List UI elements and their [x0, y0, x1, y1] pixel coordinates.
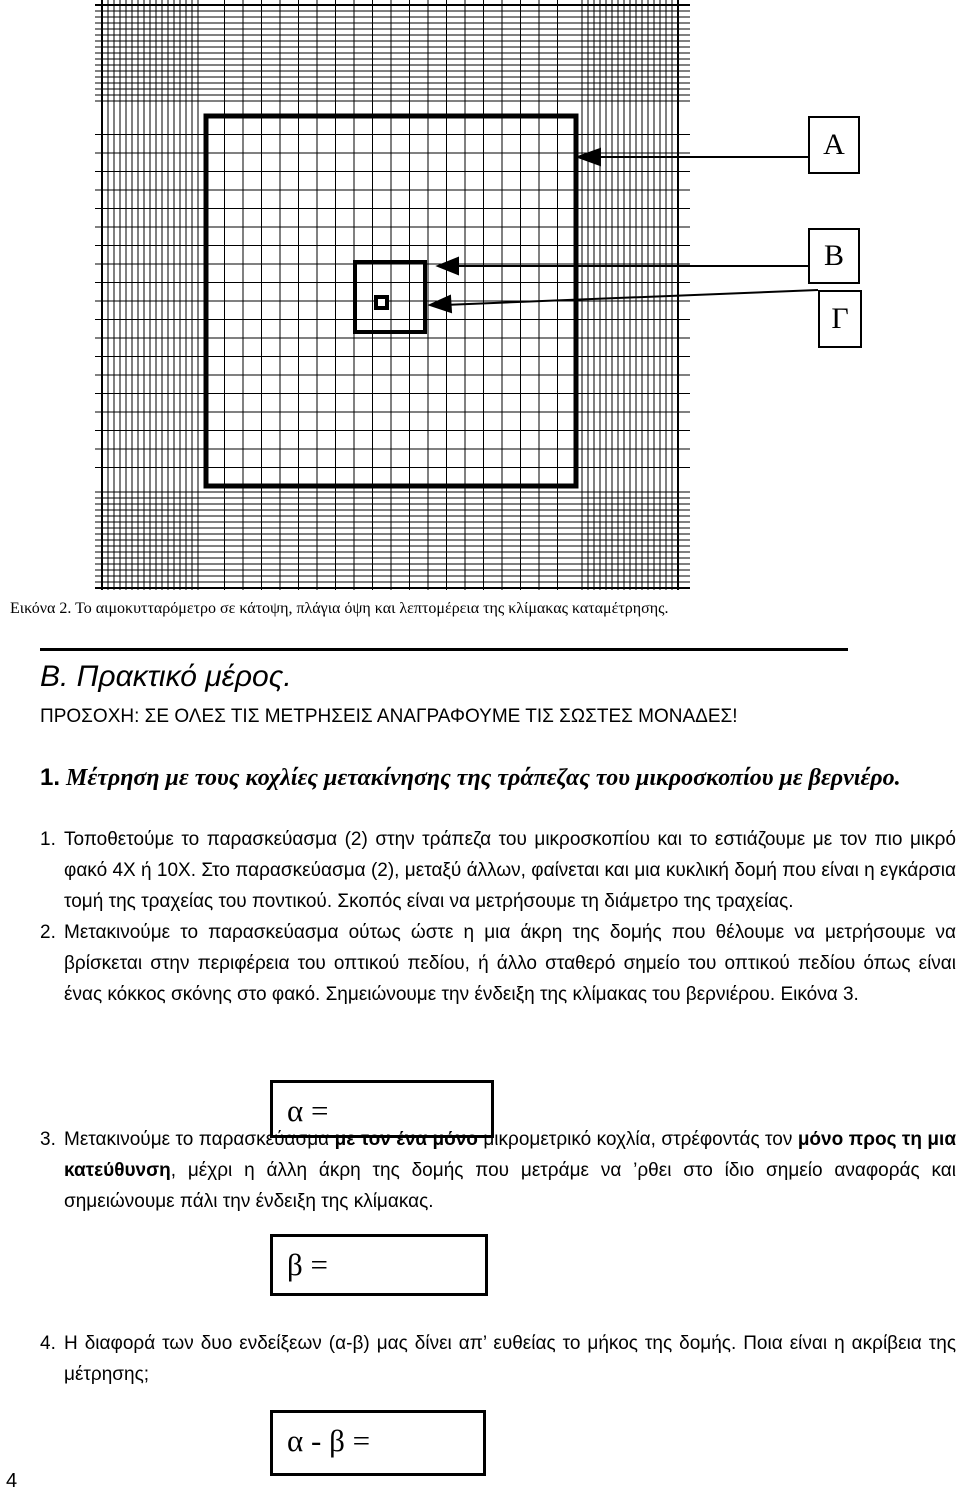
step-number: 2.	[40, 922, 56, 943]
step-3-text-a: Μετακινούμε το παρασκεύασμα	[64, 1129, 335, 1150]
beta-label: β =	[287, 1247, 329, 1282]
difference-label: α - β =	[287, 1423, 371, 1458]
method-number: 1.	[40, 764, 61, 791]
step-3-bold-a: με τον ένα μόνο	[334, 1129, 478, 1150]
section-divider	[40, 648, 848, 651]
difference-answer-box[interactable]	[270, 1410, 486, 1476]
label-b: Β	[808, 228, 860, 284]
step-1	[40, 824, 956, 917]
page-number: 4	[6, 1470, 18, 1492]
step-4	[40, 1328, 956, 1390]
step-text: Μετακινούμε το παρασκεύασμα ούτως ώστε η μια άκρη της δομής που θέλουμε να μετρήσουμε να βρίσκεται στην περιφέρεια του οπτικού πεδίου, ή άλλο σταθερό σημείο του οπτικού πεδίου όπως είναι ένας κόκκος σκόνης στο φακό. Σημειώνουμε την ένδειξη της κλίμακας του βερνιέρου. Εικόνα 3.	[64, 922, 956, 1005]
counting-grid-lines	[95, 0, 690, 590]
hemocytometer-grid-figure	[0, 0, 960, 600]
step-3-block	[40, 1124, 956, 1217]
label-a: Α	[808, 116, 860, 174]
step-3-bold-b: μόνο προς τη μια κατεύθυνση	[64, 1129, 956, 1181]
middle-square-b	[355, 262, 425, 332]
beta-answer-box[interactable]	[270, 1234, 488, 1296]
step-3-text-b: μικρομετρικό κοχλία, στρέφοντάς τον	[477, 1129, 798, 1150]
step-text: Η διαφορά των δυο ενδείξεων (α-β) μας δίνει απ’ ευθείας το μήκος της δομής. Ποια είναι η ακρίβεια της μέτρησης;	[64, 1333, 956, 1385]
step-4-block	[40, 1328, 956, 1390]
units-warning: ΠΡΟΣΟΧΗ: ΣΕ ΟΛΕΣ ΤΙΣ ΜΕΤΡΗΣΕΙΣ ΑΝΑΓΡΑΦΟΥΜΕ ΤΙΣ ΣΩΣΤΕΣ ΜΟΝΑΔΕΣ!	[40, 706, 738, 727]
label-g: Γ	[818, 290, 862, 348]
steps-1-2	[40, 824, 956, 1010]
small-square-g	[376, 297, 387, 308]
section-title: Β. Πρακτικό μέρος.	[40, 660, 292, 693]
step-number: 1.	[40, 829, 56, 850]
method-title: Μέτρηση με τους κοχλίες μετακίνησης της τράπεζας του μικροσκοπίου με βερνιέρο.	[66, 765, 901, 791]
step-text: Τοποθετούμε το παρασκεύασμα (2) στην τράπεζα του μικροσκοπίου και το εστιάζουμε με τον πιο μικρό φακό 4Χ ή 10Χ. Στο παρασκεύασμα (2), μεταξύ άλλων, φαίνεται και μια κυκλική δομή που είναι η εγκάρσια τομή της τραχείας του ποντικού. Σκοπός είναι να μετρήσουμε τη διάμετρο της τραχείας.	[64, 829, 956, 912]
step-2	[40, 917, 956, 1010]
figure-caption: Εικόνα 2. Το αιμοκυτταρόμετρο σε κάτοψη, πλάγια όψη και λεπτομέρεια της κλίμακας καταμέτρησης.	[10, 600, 669, 617]
step-number: 4.	[40, 1333, 56, 1354]
alpha-label: α =	[287, 1093, 329, 1128]
step-3	[40, 1124, 956, 1217]
method-subtitle	[40, 760, 955, 796]
step-text	[64, 1124, 956, 1217]
step-3-text-c: , μέχρι η άλλη άκρη της δομής που μετράμε να ’ρθει στο ίδιο σημείο αναφοράς και σημειώνουμε πάλι την ένδειξη της κλίμακας.	[64, 1160, 956, 1212]
step-number: 3.	[40, 1129, 56, 1150]
arrow-b	[438, 258, 808, 274]
